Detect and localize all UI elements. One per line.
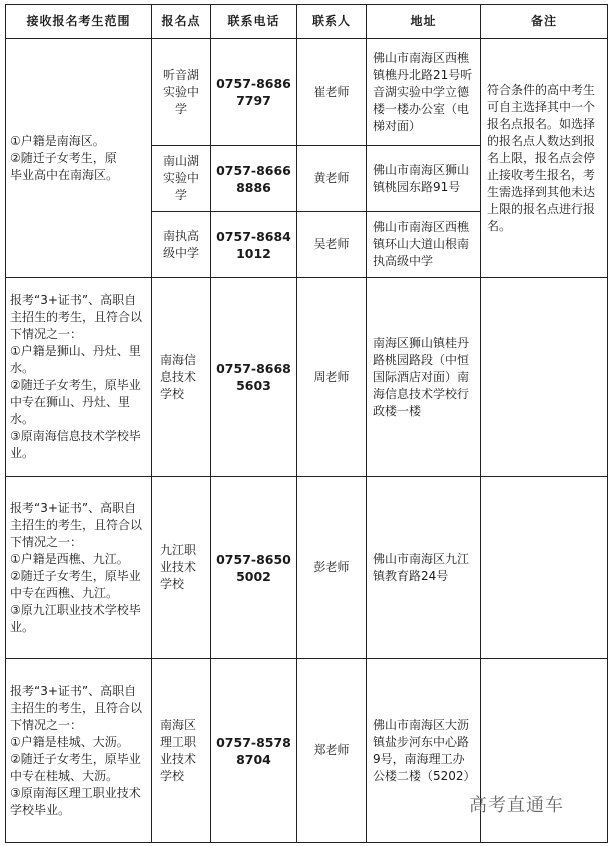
scope-line: ①户籍是南海区。 — [10, 133, 105, 148]
header-note: 备注 — [481, 5, 608, 39]
point-cell: 南海区理工职业技术学校 — [152, 659, 211, 843]
scope-line: ②随迁子女考生，原毕业中专在西樵、九江。 — [10, 568, 141, 600]
phone-cell — [211, 659, 297, 843]
scope-line: ①户籍是桂城、大沥。 — [10, 734, 129, 749]
scope-line: ②随迁子女考生，原毕业中专在狮山、丹灶、里水。 — [10, 378, 141, 426]
scope-cell — [6, 659, 152, 843]
scope-cell — [6, 477, 152, 659]
header-contact: 联系人 — [297, 5, 367, 39]
scope-cell — [6, 278, 152, 477]
note-cell-empty — [481, 477, 608, 659]
scope-cell — [6, 39, 152, 278]
phone-cell — [211, 39, 297, 146]
scope-line: ②随迁子女考生，原毕业中专在桂城、大沥。 — [10, 751, 141, 783]
contact-cell: 黄老师 — [297, 146, 367, 212]
table-row — [6, 477, 608, 659]
phone-part: 7797 — [236, 93, 271, 108]
scope-line: ③原南海信息技术学校毕业。 — [10, 429, 141, 460]
phone-part: 8886 — [236, 179, 271, 195]
scope-line: ②随迁子女考生，原 — [10, 150, 117, 165]
point-cell: 九江职业技术学校 — [152, 477, 211, 659]
table-row — [6, 278, 608, 477]
scope-line: ③原九江职业技术学校毕业。 — [10, 602, 141, 634]
registration-table — [5, 4, 608, 843]
note-cell-empty — [481, 278, 608, 477]
address-cell: 佛山市南海区大沥镇盐步河东中心路9号，南海理工办公楼二楼（5202） — [367, 659, 481, 843]
contact-cell: 崔老师 — [297, 39, 367, 146]
header-phone: 联系电话 — [211, 5, 297, 39]
phone-part: 0757-8686 — [216, 76, 291, 91]
phone-part: 0757-8578 — [216, 734, 291, 750]
header-address: 地址 — [367, 5, 481, 39]
contact-cell: 郑老师 — [297, 659, 367, 843]
phone-part: 1012 — [236, 245, 271, 261]
watermark-text: 高考直通车 — [469, 795, 564, 816]
point-cell: 南山湖实验中学 — [152, 146, 211, 212]
contact-cell: 周老师 — [297, 278, 367, 477]
phone-cell — [211, 477, 297, 659]
phone-part: 0757-8650 — [216, 551, 291, 567]
table-row — [6, 39, 608, 146]
point-cell: 听音湖实验中学 — [152, 39, 211, 146]
phone-part: 0757-8684 — [216, 228, 291, 244]
address-cell: 佛山市南海区西樵镇环山大道山根南执高级中学 — [367, 212, 481, 278]
address-cell: 佛山市南海区狮山镇桃园东路91号 — [367, 146, 481, 212]
contact-cell: 彭老师 — [297, 477, 367, 659]
scope-line: 报考“3+证书”、高职自主招生的考生，且符合以下情况之一： — [10, 500, 143, 549]
address-cell: 南海区狮山镇桂丹路桃园路段（中恒国际酒店对面）南海信息技术学校行政楼一楼 — [367, 278, 481, 477]
phone-part: 0757-8666 — [216, 162, 291, 178]
scope-line: 报考“3+证书”、高职自主招生的考生，且符合以下情况之一： — [10, 293, 143, 341]
phone-part: 5603 — [236, 378, 271, 393]
scope-line: 报考“3+证书”、高职自主招生的考生，且符合以下情况之一： — [10, 683, 143, 732]
contact-cell: 吴老师 — [297, 212, 367, 278]
scope-line: 毕业高中在南海区。 — [10, 167, 119, 182]
header-scope: 接收报名考生范围 — [6, 5, 152, 39]
address-cell: 佛山市南海区九江镇教育路24号 — [367, 477, 481, 659]
header-point: 报名点 — [152, 5, 211, 39]
point-cell: 南海信息技术学校 — [152, 278, 211, 477]
phone-part: 8704 — [236, 751, 271, 767]
address-cell: 佛山市南海区西樵镇樵丹北路21号听音湖实验中学立德楼一楼办公室（电梯对面） — [367, 39, 481, 146]
phone-cell — [211, 278, 297, 477]
phone-part: 5002 — [236, 568, 271, 584]
point-cell: 南执高级中学 — [152, 212, 211, 278]
scope-line: ③原南海区理工职业技术学校毕业。 — [10, 785, 141, 817]
scope-line: ①户籍是西樵、九江。 — [10, 551, 129, 566]
header-row — [6, 5, 608, 39]
phone-cell — [211, 146, 297, 212]
scope-line: ①户籍是狮山、丹灶、里水。 — [10, 344, 141, 375]
note-cell: 符合条件的高中考生可自主选择其中一个报名点报名。如选择的报名点人数达到报名上限，报名点会停止接收考生报名，考生需选择到其他未达上限的报名点进行报名。 — [481, 39, 608, 278]
phone-cell — [211, 212, 297, 278]
phone-part: 0757-8668 — [216, 361, 291, 376]
